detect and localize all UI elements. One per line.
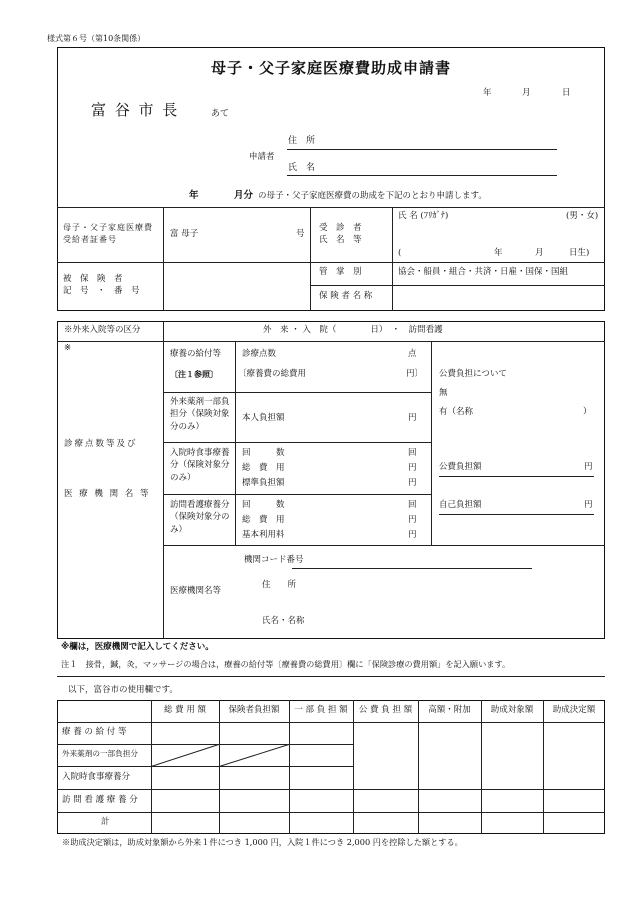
header-insurer: 保険者負担額 bbox=[228, 705, 280, 715]
benefit-note: 〔注１参照〕 bbox=[170, 370, 218, 379]
address-label: 住 所 bbox=[288, 136, 316, 146]
address-line[interactable] bbox=[287, 149, 557, 150]
outpatient-label: ※外来入院等の区分 bbox=[64, 325, 141, 335]
birth-open: ( bbox=[398, 248, 402, 258]
patient-name-label: 氏 名 (ﾌﾘｶﾞﾅ) bbox=[398, 211, 449, 221]
public-amount-unit: 円 bbox=[584, 462, 593, 472]
meal-total: 総 費 用 bbox=[242, 463, 285, 473]
recipient-cert-label: 母子・父子家庭医療費受給者証番号 bbox=[63, 223, 153, 244]
row-benefit: 療 養 の 給 付 等 bbox=[62, 727, 127, 737]
nursing-unit-1: 回 bbox=[408, 500, 417, 510]
row-meal: 入院時食事療養分 bbox=[62, 772, 131, 782]
header-target: 助成対象額 bbox=[490, 705, 534, 715]
form-number: 様式第６号（第10条関係） bbox=[47, 34, 146, 43]
nursing-label: 訪問看護療養分（保険対象分のみ） bbox=[170, 500, 230, 535]
public-yes-close: ） bbox=[583, 407, 592, 417]
nursing-basic: 基本利用料 bbox=[242, 530, 285, 540]
request-year: 年 bbox=[189, 190, 199, 201]
public-yes[interactable]: 有（名称 bbox=[439, 407, 474, 417]
request-text: の母子・父子家庭医療費の助成を下記のとおり申請します。 bbox=[258, 191, 487, 201]
institution-code-label: 機関コード番号 bbox=[244, 555, 304, 565]
drug-label: 外来薬剤一部負担分（保険対象分のみ） bbox=[170, 397, 230, 432]
benefit-points-label: 診療点数 bbox=[242, 349, 277, 359]
date-month: 月 bbox=[522, 88, 531, 98]
institution-address-label: 住 所 bbox=[262, 580, 297, 590]
instruction: ※欄は，医療機関で記入してください。 bbox=[61, 642, 214, 652]
public-none[interactable]: 無 bbox=[439, 388, 448, 398]
request-month: 月分 bbox=[234, 190, 254, 201]
name-label: 氏 名 bbox=[288, 163, 316, 173]
applicant-label: 申請者 bbox=[249, 152, 275, 162]
drug-unit: 円 bbox=[408, 413, 417, 423]
jurisdiction-label: 管 掌 別 bbox=[319, 267, 362, 277]
footer-note: ※助成決定額は，助成対象額から外来１件につき 1,000 円，入院１件につき 2,000 円を控除した額とする。 bbox=[62, 837, 463, 847]
insured-label: 被 保 険 者 記 号 ・ 番 号 bbox=[63, 274, 140, 297]
left-label-2: 医 療 機 関 名 等 bbox=[64, 489, 151, 499]
recipient-cert-prefix: 富 母子 bbox=[170, 229, 199, 239]
benefit-label: 療養の給付等 bbox=[170, 349, 222, 359]
meal-unit-3: 円 bbox=[408, 478, 417, 488]
drug-line: 本人負担額 bbox=[242, 413, 285, 423]
birth-day: 日生) bbox=[569, 248, 590, 258]
gender[interactable]: (男・女) bbox=[566, 211, 599, 221]
row-nursing: 訪 問 看 護 療 養 分 bbox=[62, 795, 138, 805]
self-amount-label: 自己負担額 bbox=[439, 500, 482, 510]
nursing-unit-3: 円 bbox=[408, 530, 417, 540]
date-year: 年 bbox=[483, 88, 492, 98]
benefit-total-unit: 円〕 bbox=[406, 369, 424, 379]
outpatient-options[interactable]: 外 来 ・ 入 院（ 日） ・ 訪問看護 bbox=[263, 325, 443, 335]
meal-standard: 標準負担額 bbox=[242, 478, 285, 488]
nursing-count: 回 数 bbox=[242, 500, 285, 510]
addressee-suffix: あて bbox=[211, 109, 230, 119]
header-high: 高額・附加 bbox=[428, 705, 471, 715]
addressee: 富 谷 市 長 bbox=[91, 101, 180, 119]
public-title: 公費負担について bbox=[439, 369, 507, 379]
city-use-table bbox=[57, 700, 605, 834]
institution-label: 医療機関名等 bbox=[170, 586, 222, 596]
jurisdiction-options[interactable]: 協会・船員・組合・共済・日雇・国保・国組 bbox=[398, 267, 569, 277]
note: 注１ 接骨，鍼，灸，マッサージの場合は，療養の給付等〔療養費の総費用〕欄に「保険診療の費用額」を記入願います。 bbox=[61, 659, 511, 669]
header-total: 総 費 用 額 bbox=[163, 705, 207, 715]
birth-month: 月 bbox=[535, 248, 544, 258]
meal-count: 回 数 bbox=[242, 448, 285, 458]
left-label-1: 診療点数等及び bbox=[64, 439, 138, 449]
header-public: 公 費 負 担 額 bbox=[358, 705, 413, 715]
mark: ※ bbox=[64, 343, 72, 353]
meal-unit-2: 円 bbox=[408, 463, 417, 473]
institution-name-label: 氏名・名称 bbox=[262, 616, 305, 626]
header-partial: 一 部 負 担 額 bbox=[294, 705, 348, 715]
meal-unit-1: 回 bbox=[408, 448, 417, 458]
recipient-cert-suffix: 号 bbox=[296, 229, 305, 239]
benefit-total-label: 〔療養費の総費用 bbox=[238, 369, 307, 379]
date-day: 日 bbox=[562, 88, 571, 98]
nursing-total: 総 費 用 bbox=[242, 515, 285, 525]
city-use-label: 以下，富谷市の使用欄です。 bbox=[68, 685, 178, 695]
benefit-points-unit: 点 bbox=[408, 349, 417, 359]
row-drug: 外来薬剤の一部負担分 bbox=[62, 749, 138, 758]
name-line[interactable] bbox=[287, 175, 557, 176]
nursing-unit-2: 円 bbox=[408, 515, 417, 525]
self-amount-unit: 円 bbox=[584, 500, 593, 510]
patient-label: 受 診 者 氏 名 等 bbox=[319, 223, 362, 246]
meal-label: 入院時食事療養分（保険対象分のみ） bbox=[170, 448, 230, 483]
insurer-label: 保 険 者 名 称 bbox=[319, 291, 373, 301]
header-decision: 助成決定額 bbox=[552, 705, 596, 715]
birth-year: 年 bbox=[494, 248, 503, 258]
row-total: 計 bbox=[101, 817, 110, 827]
form-title: 母子・父子家庭医療費助成申請書 bbox=[210, 59, 451, 77]
public-amount-label: 公費負担額 bbox=[439, 462, 482, 472]
medical-section bbox=[57, 321, 605, 639]
